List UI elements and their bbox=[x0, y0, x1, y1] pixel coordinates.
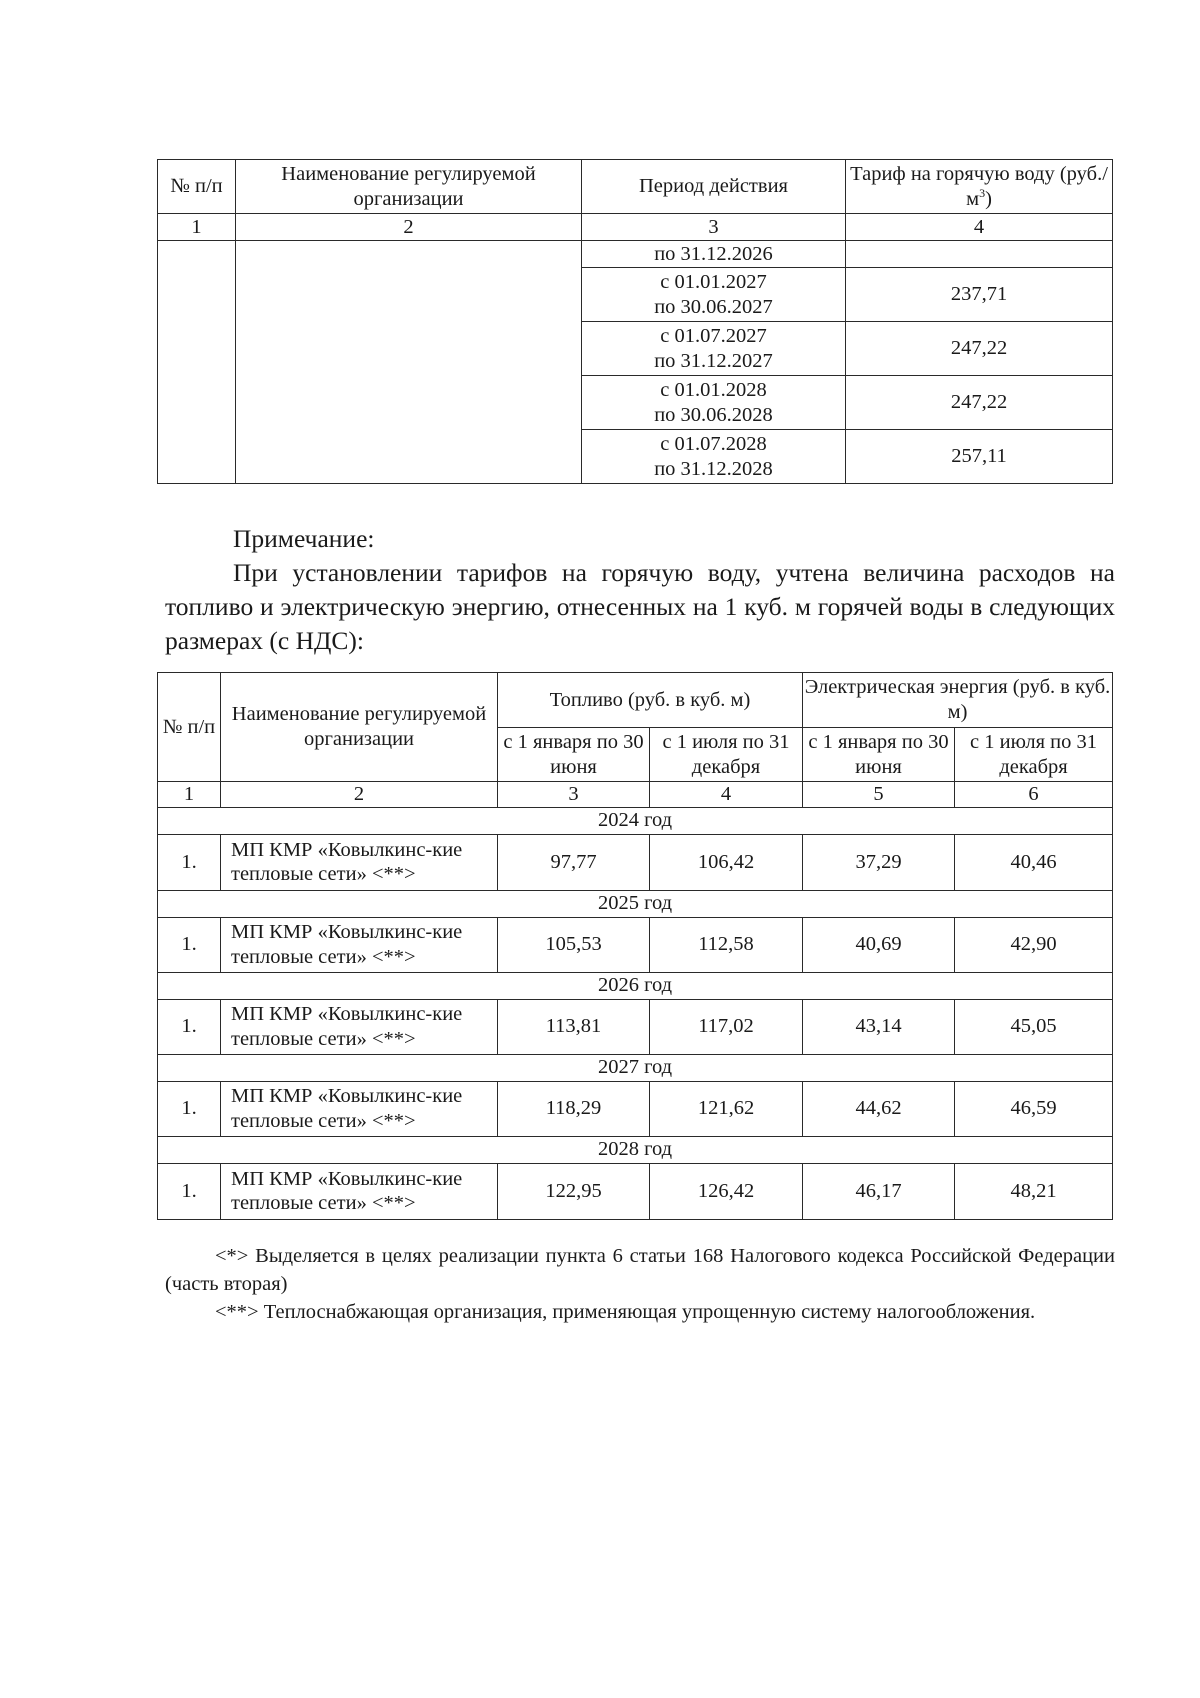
org-name: МП КМР «Ковылкинс-кие тепловые сети» <**> bbox=[221, 1081, 498, 1136]
row-num: 1. bbox=[158, 999, 221, 1054]
electric-h2: 46,59 bbox=[955, 1081, 1113, 1136]
header-org: Наименование регулируемой организации bbox=[236, 160, 582, 214]
empty-num-cell bbox=[158, 241, 236, 484]
empty-org-cell bbox=[236, 241, 582, 484]
year-row: 2026 год bbox=[158, 972, 1113, 999]
row-num: 1. bbox=[158, 1163, 221, 1219]
org-name: МП КМР «Ковылкинс-кие тепловые сети» <**> bbox=[221, 834, 498, 890]
electric-h2: 42,90 bbox=[955, 917, 1113, 972]
cost-table bbox=[157, 672, 1113, 1220]
note-text: При установлении тарифов на горячую воду, учтена величина расходов на топливо и электрическую энергию, отнесенных на 1 куб. м горячей воды в следующих размерах (с НДС): bbox=[165, 558, 1115, 655]
header-num: № п/п bbox=[158, 673, 221, 782]
col-number: 1 bbox=[158, 782, 221, 808]
year-row: 2025 год bbox=[158, 890, 1113, 917]
col-number: 2 bbox=[221, 782, 498, 808]
fuel-h1: 113,81 bbox=[498, 999, 650, 1054]
year-row: 2027 год bbox=[158, 1054, 1113, 1081]
tariff-cell: 257,11 bbox=[846, 430, 1113, 484]
tariff-cell: 237,71 bbox=[846, 268, 1113, 322]
header-jan-jun: с 1 января по 30 июня bbox=[498, 728, 650, 782]
header-jul-dec: с 1 июля по 31 декабря bbox=[955, 728, 1113, 782]
year-row: 2024 год bbox=[158, 807, 1113, 834]
fuel-h1: 105,53 bbox=[498, 917, 650, 972]
period-to: по 31.12.2027 bbox=[654, 349, 773, 372]
electric-h1: 46,17 bbox=[803, 1163, 955, 1219]
header-tariff-text: Тариф на горячую воду (руб./м bbox=[850, 162, 1108, 210]
col-number: 5 bbox=[803, 782, 955, 808]
col-number: 4 bbox=[650, 782, 803, 808]
note-title: Примечание: bbox=[233, 524, 375, 553]
period-cell bbox=[582, 322, 846, 376]
electric-h1: 44,62 bbox=[803, 1081, 955, 1136]
period-cell bbox=[582, 268, 846, 322]
row-num: 1. bbox=[158, 1081, 221, 1136]
row-num: 1. bbox=[158, 917, 221, 972]
header-jul-dec: с 1 июля по 31 декабря bbox=[650, 728, 803, 782]
org-name: МП КМР «Ковылкинс-кие тепловые сети» <**> bbox=[221, 1163, 498, 1219]
header-tariff bbox=[846, 160, 1113, 214]
fuel-h1: 122,95 bbox=[498, 1163, 650, 1219]
col-number: 3 bbox=[582, 214, 846, 241]
col-number: 4 bbox=[846, 214, 1113, 241]
header-fuel: Топливо (руб. в куб. м) bbox=[498, 673, 803, 728]
tariff-table bbox=[157, 159, 1113, 484]
electric-h1: 40,69 bbox=[803, 917, 955, 972]
fuel-h1: 118,29 bbox=[498, 1081, 650, 1136]
row-num: 1. bbox=[158, 834, 221, 890]
period-from: с 01.07.2027 bbox=[660, 324, 767, 347]
electric-h2: 48,21 bbox=[955, 1163, 1113, 1219]
period-from: с 01.07.2028 bbox=[660, 432, 767, 455]
electric-h1: 37,29 bbox=[803, 834, 955, 890]
period-cell bbox=[582, 430, 846, 484]
col-number: 2 bbox=[236, 214, 582, 241]
tariff-cell bbox=[846, 241, 1113, 268]
electric-h2: 40,46 bbox=[955, 834, 1113, 890]
col-number: 1 bbox=[158, 214, 236, 241]
header-jan-jun: с 1 января по 30 июня bbox=[803, 728, 955, 782]
period-from: с 01.01.2027 bbox=[660, 270, 767, 293]
header-tariff-sup: 3 bbox=[979, 185, 986, 200]
period-to: по 30.06.2028 bbox=[654, 403, 773, 426]
tariff-cell: 247,22 bbox=[846, 376, 1113, 430]
org-name: МП КМР «Ковылкинс-кие тепловые сети» <**> bbox=[221, 917, 498, 972]
period-cell bbox=[582, 376, 846, 430]
fuel-h2: 121,62 bbox=[650, 1081, 803, 1136]
period-to: по 31.12.2028 bbox=[654, 457, 773, 480]
period-to: по 30.06.2027 bbox=[654, 295, 773, 318]
header-electric: Электрическая энергия (руб. в куб. м) bbox=[803, 673, 1113, 728]
header-period: Период действия bbox=[582, 160, 846, 214]
col-number: 6 bbox=[955, 782, 1113, 808]
header-num: № п/п bbox=[158, 160, 236, 214]
org-name: МП КМР «Ковылкинс-кие тепловые сети» <**> bbox=[221, 999, 498, 1054]
electric-h2: 45,05 bbox=[955, 999, 1113, 1054]
fuel-h2: 126,42 bbox=[650, 1163, 803, 1219]
period-cell: по 31.12.2026 bbox=[582, 241, 846, 268]
electric-h1: 43,14 bbox=[803, 999, 955, 1054]
fuel-h1: 97,77 bbox=[498, 834, 650, 890]
footnote-1: <*> Выделяется в целях реализации пункта 6 статьи 168 Налогового кодекса Российской Федерации (часть вторая) bbox=[165, 1245, 1115, 1295]
header-org: Наименование регулируемой организации bbox=[221, 673, 498, 782]
year-row: 2028 год bbox=[158, 1136, 1113, 1163]
fuel-h2: 117,02 bbox=[650, 999, 803, 1054]
col-number: 3 bbox=[498, 782, 650, 808]
period-from: с 01.01.2028 bbox=[660, 378, 767, 401]
fuel-h2: 106,42 bbox=[650, 834, 803, 890]
footnote-2: <**> Теплоснабжающая организация, применяющая упрощенную систему налогообложения. bbox=[215, 1301, 1036, 1323]
fuel-h2: 112,58 bbox=[650, 917, 803, 972]
tariff-cell: 247,22 bbox=[846, 322, 1113, 376]
header-tariff-close: ) bbox=[985, 187, 992, 210]
